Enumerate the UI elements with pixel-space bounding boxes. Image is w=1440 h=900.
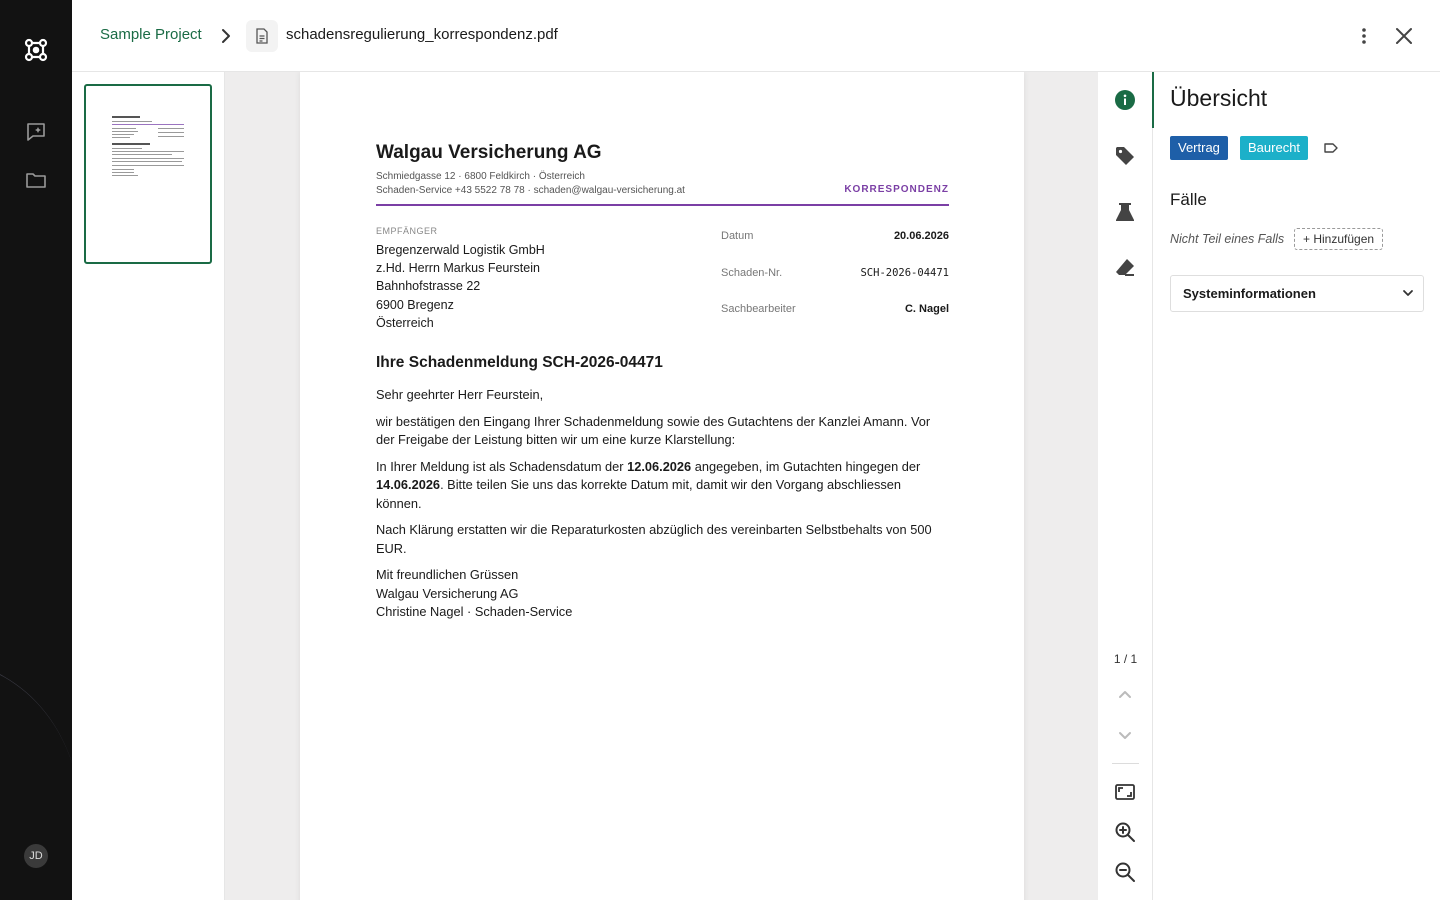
details-panel	[1154, 72, 1440, 900]
meta-value: C. Nagel	[904, 303, 949, 315]
recipient-line: z.Hd. Herrn Markus Feurstein	[376, 261, 540, 276]
letter-salutation: Sehr geehrter Herr Feurstein,	[376, 387, 544, 402]
tool-rail	[1098, 72, 1153, 900]
top-header	[72, 0, 1440, 72]
date-highlight: 12.06.2026	[627, 458, 692, 474]
para-text: In Ihrer Meldung ist als Schadensdatum der	[376, 458, 628, 474]
chevron-down-icon	[1401, 286, 1415, 300]
letter-rule	[376, 204, 949, 206]
recipient-line: 6900 Bregenz	[376, 297, 454, 312]
letter-closing: Christine Nagel · Schaden-Service	[376, 604, 573, 619]
system-info-label: Systeminformationen	[1183, 286, 1316, 301]
chevron-down-icon[interactable]	[1113, 723, 1137, 747]
recipient-block	[376, 226, 676, 332]
document-page	[300, 72, 1024, 900]
letter-meta	[721, 226, 949, 336]
letter-subject: Ihre Schadenmeldung SCH-2026-04471	[376, 354, 663, 371]
document-viewer[interactable]	[225, 72, 1098, 900]
breadcrumb-project[interactable]: Sample Project	[100, 26, 202, 43]
meta-row-agent	[721, 299, 949, 336]
folder-icon[interactable]	[24, 168, 48, 192]
chevron-up-icon[interactable]	[1113, 683, 1137, 707]
file-name-title: schadensregulierung_korrespondenz.pdf	[286, 26, 558, 43]
tag-chip[interactable]: Baurecht	[1240, 136, 1308, 160]
letter-kind: KORRESPONDENZ	[844, 184, 949, 195]
tag-chip[interactable]: Vertrag	[1170, 136, 1228, 160]
add-case-button[interactable]: + Hinzufügen	[1294, 228, 1383, 250]
letter-paragraph: Nach Klärung erstatten wir die Reparaturkosten abzüglich des vereinbarten Selbstbehalts von 500 EUR.	[376, 522, 932, 556]
avatar[interactable]: JD	[24, 844, 48, 868]
tag-outline-icon[interactable]	[1323, 140, 1339, 156]
tag-icon[interactable]	[1113, 144, 1137, 168]
app-rail	[0, 0, 72, 900]
meta-value: 20.06.2026	[893, 230, 949, 242]
recipient-line: Bregenzerwald Logistik GmbH	[376, 243, 545, 257]
meta-row-date	[721, 226, 949, 263]
app-logo-icon[interactable]	[22, 36, 50, 64]
letter-contact: Schaden-Service +43 5522 78 78 · schaden@walgau-versicherung.at	[376, 185, 685, 196]
letter-closing: Mit freundlichen Grüssen	[376, 567, 519, 582]
meta-key: Schaden-Nr.	[721, 266, 783, 279]
letter-paragraph	[376, 458, 949, 514]
meta-key: Datum	[721, 230, 754, 242]
page-thumbnail-1[interactable]	[84, 84, 212, 264]
chevron-right-icon	[218, 26, 234, 46]
recipient-line: Österreich	[376, 315, 434, 330]
more-vertical-icon[interactable]	[1352, 24, 1376, 48]
zoom-out-icon[interactable]	[1113, 860, 1137, 884]
zoom-in-icon[interactable]	[1113, 820, 1137, 844]
tool-divider	[1112, 763, 1139, 764]
flask-icon[interactable]	[1113, 200, 1137, 224]
letter-closing: Walgau Versicherung AG	[376, 585, 519, 601]
close-icon[interactable]	[1392, 24, 1416, 48]
eraser-icon[interactable]	[1113, 256, 1137, 280]
cases-title: Fälle	[1170, 190, 1207, 209]
letter-address: Schmiedgasse 12 · 6800 Feldkirch · Österreich	[376, 171, 585, 182]
letter-company: Walgau Versicherung AG	[376, 142, 602, 163]
meta-row-claim	[721, 263, 949, 300]
meta-value: SCH-2026-04471	[860, 266, 949, 279]
system-info-accordion[interactable]	[1170, 275, 1424, 312]
file-icon	[246, 20, 278, 52]
para-text: . Bitte teilen Sie uns das korrekte Datum mit, damit wir den Vorgang abschliessen können.	[376, 477, 901, 511]
page-thumbnails	[72, 72, 225, 900]
fit-page-icon[interactable]	[1113, 780, 1137, 804]
para-text: angegeben, im Gutachten hingegen der	[691, 458, 921, 474]
recipient-line: Bahnhofstrasse 22	[376, 279, 481, 294]
page-indicator: 1 / 1	[1113, 652, 1138, 666]
info-icon[interactable]	[1113, 88, 1137, 112]
date-highlight: 14.06.2026	[376, 477, 441, 492]
letter	[376, 142, 949, 619]
letter-body	[376, 354, 949, 622]
chat-sparkle-icon[interactable]	[24, 120, 48, 144]
recipient-label: EMPFÄNGER	[376, 226, 438, 236]
letter-paragraph: wir bestätigen den Eingang Ihrer Schadenmeldung sowie des Gutachtens der Kanzlei Amann. Vor der Freigabe der Leistung bitten wir um eine kurze Klarstellung:	[376, 413, 931, 447]
meta-key: Sachbearbeiter	[721, 303, 796, 315]
panel-title: Übersicht	[1170, 85, 1268, 111]
no-case-text: Nicht Teil eines Falls	[1170, 232, 1285, 246]
